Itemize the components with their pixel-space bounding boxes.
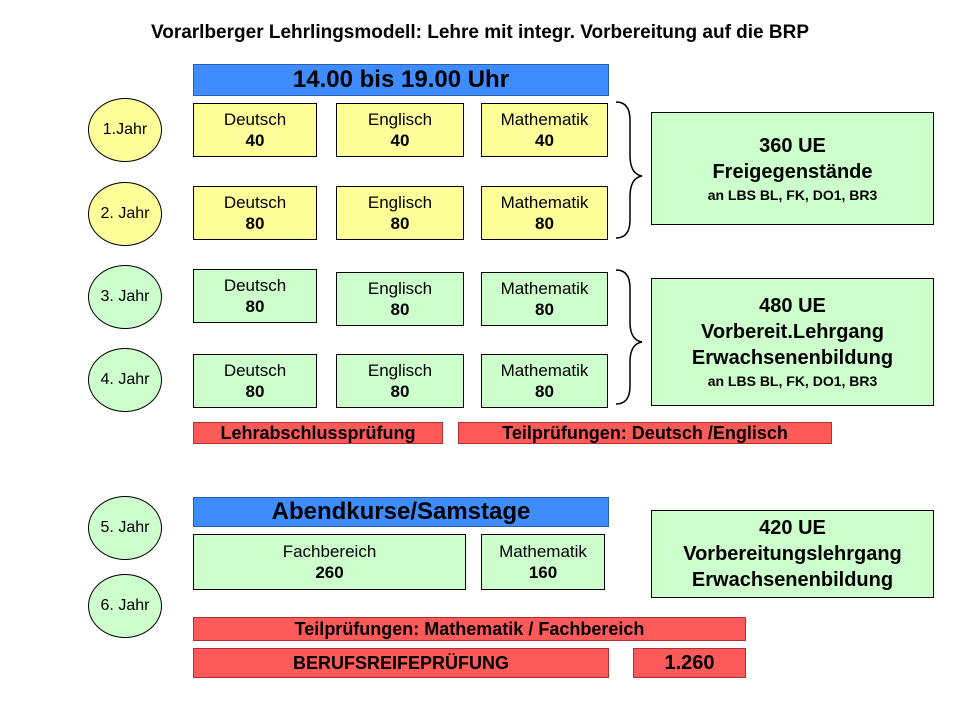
mathematik-box-year-3	[481, 272, 608, 326]
page-title: Vorarlberger Lehrlingsmodell: Lehre mit integr. Vorbereitung auf die BRP	[150, 22, 810, 43]
side-box-480-ue	[651, 278, 934, 406]
subject-hours: 80	[390, 382, 410, 401]
subject-hours: 80	[535, 214, 554, 233]
subject-hours: 160	[528, 563, 558, 582]
mathematik-box-year-4	[481, 354, 608, 408]
year-label: 6. Jahr	[100, 597, 150, 614]
subject-hours: 40	[390, 131, 410, 150]
evening-bar: Abendkurse/Samstage	[193, 497, 609, 527]
year-circle-2	[88, 182, 162, 246]
side-box-line: 420 UE	[759, 517, 826, 539]
year-label: 3. Jahr	[100, 288, 150, 305]
subject-hours: 260	[315, 563, 344, 582]
side-box-line: an LBS BL, FK, DO1, BR3	[707, 186, 878, 203]
englisch-box-year-4	[336, 354, 464, 408]
deutsch-box-year-1	[193, 103, 317, 157]
deutsch-box-year-2	[193, 186, 317, 240]
side-box-line: Vorbereit.Lehrgang	[701, 321, 884, 343]
subject-label: Mathematik	[499, 542, 587, 561]
side-box-line: Erwachsenenbildung	[691, 347, 894, 369]
subject-label: Mathematik	[500, 110, 589, 129]
subject-label: Deutsch	[223, 276, 287, 295]
side-box-line: 360 UE	[759, 134, 826, 157]
mathematik-box-late	[481, 534, 605, 590]
subject-hours: 80	[245, 382, 265, 401]
englisch-box-year-1	[336, 103, 464, 157]
year-label: 2. Jahr	[100, 205, 150, 222]
subject-label: Deutsch	[223, 193, 287, 212]
subject-label: Deutsch	[223, 110, 287, 129]
subject-label: Englisch	[367, 361, 433, 380]
brp-bar: BERUFSREIFEPRÜFUNG	[193, 648, 609, 678]
deutsch-box-year-4	[193, 354, 317, 408]
teilpruefung-de-en-bar: Teilprüfungen: Deutsch /Englisch	[458, 422, 832, 444]
time-bar: 14.00 bis 19.00 Uhr	[193, 64, 609, 96]
side-box-360-ue	[651, 112, 934, 225]
englisch-box-year-2	[336, 186, 464, 240]
subject-hours: 80	[535, 300, 554, 319]
subject-label: Mathematik	[500, 279, 589, 298]
year-circle-6	[88, 574, 162, 638]
side-box-line: 480 UE	[759, 295, 826, 317]
total-ue-box: 1.260	[633, 648, 746, 678]
subject-hours: 80	[535, 382, 554, 401]
subject-hours: 40	[245, 131, 265, 150]
year-circle-3	[88, 265, 162, 329]
year-label: 1.Jahr	[102, 121, 148, 138]
side-box-line: Vorbereitungslehrgang	[683, 543, 902, 565]
year-circle-4	[88, 348, 162, 412]
subject-hours: 80	[390, 214, 410, 233]
subject-hours: 80	[390, 300, 410, 319]
subject-label: Englisch	[367, 279, 433, 298]
year-circle-5	[88, 496, 162, 560]
subject-label: Fachbereich	[282, 542, 377, 561]
mathematik-box-year-1	[481, 103, 608, 157]
year-label: 4. Jahr	[100, 371, 150, 388]
subject-label: Englisch	[367, 193, 433, 212]
side-box-line: Freigegenstände	[712, 160, 873, 183]
fachbereich-box	[193, 534, 466, 590]
subject-label: Mathematik	[500, 193, 589, 212]
year-circle-1	[88, 98, 162, 162]
year-label: 5. Jahr	[100, 519, 150, 536]
englisch-box-year-3	[336, 272, 464, 326]
lap-bar: Lehrabschlussprüfung	[193, 422, 443, 444]
side-box-line: Erwachsenenbildung	[691, 569, 894, 591]
curly-brace-icon	[612, 100, 652, 410]
subject-hours: 80	[245, 297, 265, 316]
subject-label: Englisch	[367, 110, 433, 129]
subject-label: Deutsch	[223, 361, 287, 380]
side-box-420-ue	[651, 510, 934, 598]
deutsch-box-year-3	[193, 269, 317, 323]
subject-hours: 80	[245, 214, 265, 233]
subject-label: Mathematik	[500, 361, 589, 380]
side-box-line: an LBS BL, FK, DO1, BR3	[707, 373, 878, 389]
teilpruefung-ma-fb-bar: Teilprüfungen: Mathematik / Fachbereich	[193, 617, 746, 641]
subject-hours: 40	[535, 131, 554, 150]
mathematik-box-year-2	[481, 186, 608, 240]
